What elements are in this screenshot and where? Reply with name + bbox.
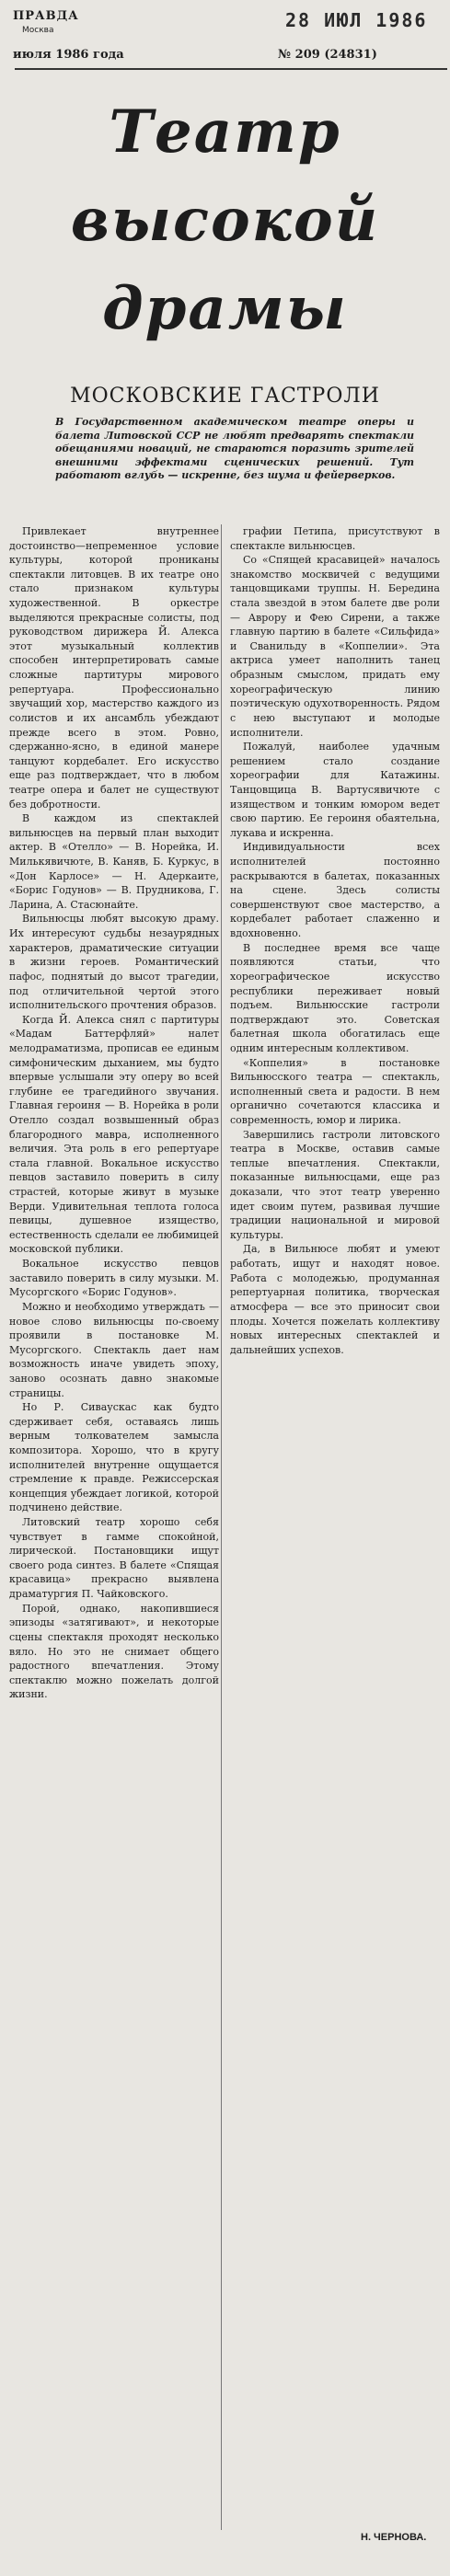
paragraph: Индивидуальности всех исполнителей постоянно раскрываются в балетах, показанных на сцене. Здесь солисты совершенствуют свое мастерство, а кордебалет работает слаженно и вдохновенно. <box>230 841 440 940</box>
article-title-line-1: Театр <box>109 98 341 167</box>
article-author: Н. ЧЕРНОВА. <box>361 2532 427 2543</box>
paragraph: Пожалуй, наиболее удачным решением стало создание хореографии для Катажины. Танцовщица В. Вартусявичюте с изяществом и тонким юмором ведет свою партию. Ее героиня обаятельна, лукава и искренна. <box>230 741 440 839</box>
article-column-right <box>230 524 440 2530</box>
paragraph: В каждом из спектаклей вильнюсцев на первый план выходит актер. В «Отелло» — В. Норейка, И. Милькявичюте, В. Каняв, Б. Куркус, в «Дон Карлосе» — Н. Адеркаите, «Борис Годунов» — В. Прудникова, Г. Ларина, А. Стасюнайте. <box>9 812 219 911</box>
header-rule <box>15 68 447 70</box>
paragraph: В последнее время все чаще появляются статьи, что хореографическое искусство республики переживает новый подъем. Вильнюсские гастроли подтверждают это. Советская балетная школа обогатилась еще одним интересным коллективом. <box>230 941 440 1054</box>
issue-date: июля 1986 года <box>13 48 124 62</box>
article-lead: В Государственном академическом театре оперы и балета Литовской ССР не любят предварять спектакли обещаниями новаций, не стараются поразить зрителей внешними эффектами сценических решений. Тут работают вглубь — искренне, без шума и фейерверков. <box>55 416 414 482</box>
paragraph: Когда Й. Алекса снял с партитуры «Мадам Баттерфляй» налет мелодраматизма, прописав ее единым симфоническим дыханием, мы будто впервые услышали эту оперу во всей глубине ее трагедийного звучания. Главная героиня — В. Норейка в роли Отелло создал возвышенный образ благородного мавра, исполненного величия. Эта роль в его репертуаре стала главной. Вокальное искусство певцов заставило поверить в силу страстей, которые живут в музыке Верди. Удивительная теплота голоса певицы, душевное изящество, естественность сделали ее любимицей московской публики. <box>9 1013 219 1256</box>
issue-number: № 209 (24831) <box>278 48 377 62</box>
paragraph: Да, в Вильнюсе любят и умеют работать, ищут и находят новое. Работа с молодежью, продуманная репертуарная политика, творческая атмосфера — все это приносит свои плоды. Хочется пожелать коллективу новых интересных спектаклей и дальнейших успехов. <box>230 1243 440 1356</box>
paragraph: Можно и необходимо утверждать — новое слово вильнюсцы по-своему проявили в постановке М. Мусоргского. Спектакль дает нам возможность иначе увидеть эпоху, заново осознать давно знакомые страницы. <box>9 1300 219 1399</box>
newspaper-name: ПРАВДА <box>13 9 79 23</box>
article-title-line-3: драмы <box>102 274 348 343</box>
paragraph: Вокальное искусство певцов заставило поверить в силу музыки. М. Мусоргского «Борис Годунов». <box>9 1258 219 1299</box>
date-stamp: 28 ИЮЛ 1986 <box>285 9 428 31</box>
paragraph: графии Петипа, присутствуют в спектакле вильнюсцев. <box>230 525 440 552</box>
paragraph: «Коппелия» в постановке Вильнюсского театра — спектакль, исполненный света и радости. В нем органично сочетаются классика и современность, юмор и лирика. <box>230 1056 440 1126</box>
paragraph: Привлекает внутреннее достоинство—непременное условие культуры, которой прониканы спектакли литовцев. В их театре оно стало признаком культуры художественной. В оркестре выделяются прекрасные солисты, под руководством дирижера Й. Алекса этот музыкальный коллектив способен интерпретировать самые сложные партитуры мирового репертуара. Профессионально звучащий хор, мастерство каждого из солистов и их ансамбль убеждают прежде всего в этом. Ровно, сдержанно-ясно, в единой манере танцуют кордебалет. Его искусство еще раз подтверждает, что в любом театре опера и балет не существуют без добротности. <box>9 525 219 811</box>
paragraph: Вильнюсцы любят высокую драму. Их интересуют судьбы незаурядных характеров, драматические ситуации в жизни героев. Романтический пафос, поднятый до высот трагедии, под отличительной чертой этого исполнительского прочтения образов. <box>9 913 219 1012</box>
paragraph: Порой, однако, накопившиеся эпизоды «затягивают», и некоторые сцены спектакля проходят несколько вяло. Но это не снимает общего радостного впечатления. Этому спектаклю можно пожелать долгой жизни. <box>9 1602 219 1701</box>
article-title-line-2: высокой <box>70 186 380 255</box>
masthead <box>9 6 442 70</box>
paragraph: Но Р. Сиваускас как будто сдерживает себя, оставаясь лишь верным толкователем замысла композитора. Хорошо, что в кругу исполнителей внутренне ощущается стремление к правде. Режиссерская концепция убеждает логикой, которой подчинено действие. <box>9 1401 219 1514</box>
paragraph: Литовский театр хорошо себя чувствует в гамме спокойной, лирической. Постановщики ищут своего рода синтез. В балете «Спящая красавица» прекрасно выявлена драматургия П. Чайковского. <box>9 1516 219 1601</box>
article-subtitle: МОСКОВСКИЕ ГАСТРОЛИ <box>70 385 380 408</box>
article-column-left <box>9 524 219 2530</box>
paragraph: Со «Спящей красавицей» началось знакомство москвичей с ведущими танцовщиками труппы. Н. Берединa стала звездой в этом балете две роли — Аврору и Фею Сирени, а также главную партию в балете «Сильфида» и Сванильду в «Коппелии». Эта актриса умеет наполнить танец образным смыслом, придать ему хореографическую линию поэтическую одухотворенность. Рядом с нею выступают и молодые исполнители. <box>230 554 440 739</box>
paragraph: Завершились гастроли литовского театра в Москве, оставив самые теплые впечатления. Спектакли, показанные вильнюсцами, еще раз доказали, что этот театр уверенно идет своим путем, развивая лучшие традиции национальной и мировой культуры. <box>230 1128 440 1241</box>
column-divider <box>221 524 222 2530</box>
newspaper-city: Москва <box>22 26 54 35</box>
